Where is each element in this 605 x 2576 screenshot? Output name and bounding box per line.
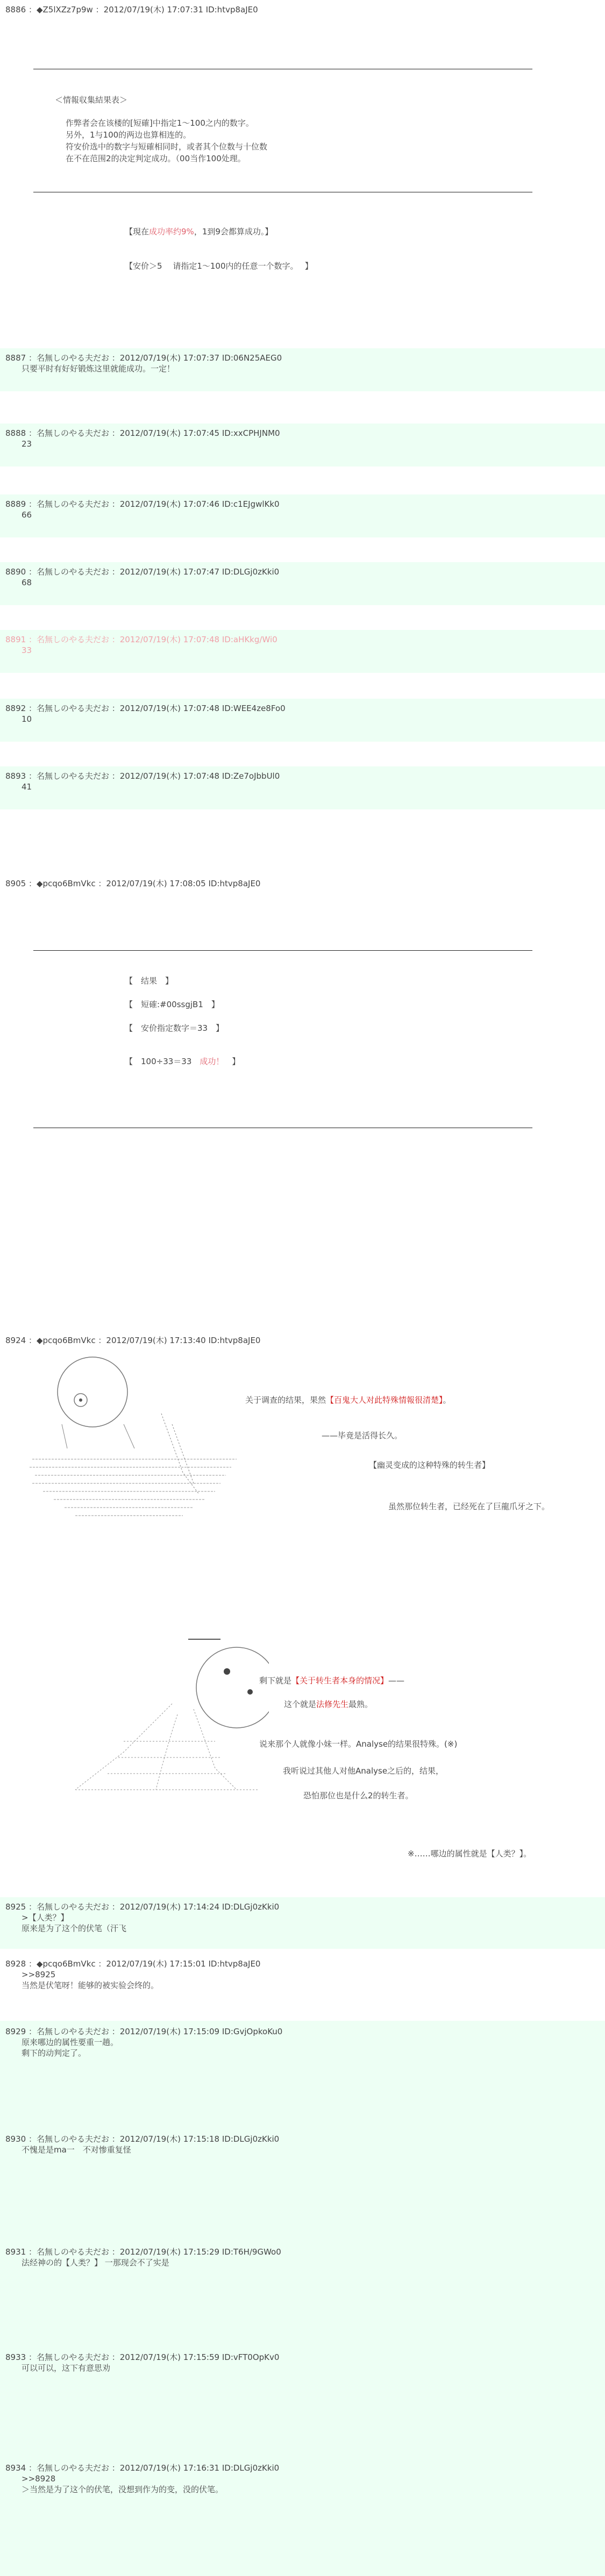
result-line: 【 100÷33＝33 成功！ 】 — [125, 1057, 240, 1066]
post-8888: 8888 ：名無しのやる夫だお ：2012/07/19(木) 17:07:45 ID:xxCPHJNM0 23 — [0, 424, 605, 467]
result-line: 【 短確:#00ssgjB1 】 — [125, 1000, 219, 1009]
info-line: 符安价选中的数字与短確相同时，或者其个位数与十位数 — [66, 142, 268, 152]
post-number: 8886 — [5, 5, 26, 15]
post-body: 不愧是是ma一 不对惨重复怪 — [22, 2145, 131, 2155]
info-line: 在不在范围2的决定判定成功。（00当作100处理。 — [66, 154, 246, 163]
post-8890: 8890 ：名無しのやる夫だお ：2012/07/19(木) 17:07:47 ID:DLGj0zKki0 68 — [0, 562, 605, 605]
story-line-5: 剩下就是【关于转生者本身的情况】—— — [259, 1676, 405, 1685]
anka-line: 【安价＞5 请指定1～100内的任意一个数字。 】 — [125, 261, 313, 271]
post-8933: 8933 ：名無しのやる夫だお ：2012/07/19(木) 17:15:59 ID:vFT0OpKv0 可以可以，这下有意思劝 — [0, 2348, 605, 2391]
post-body: 66 — [22, 510, 32, 520]
result-line: 【 安价指定数字＝33 】 — [125, 1023, 224, 1033]
post-8930: 8930 ：名無しのやる夫だお ：2012/07/19(木) 17:15:18 ID:DLGj0zKki0 不愧是是ma一 不对惨重复怪 — [0, 2129, 605, 2172]
story-line-1: 关于调查的结果，果然【百鬼大人对此特殊情報很清楚】。 — [245, 1395, 451, 1405]
post-header: 8886 ：◆Z5lXZz7p9w ：2012/07/19(木) 17:07:31 ID:htvp8aJE0 — [5, 5, 258, 15]
post-body: 法经神の的【人类？】 一那现会不了实是 — [22, 2258, 169, 2268]
story-line-2: ——毕竟是活得长久。 — [322, 1431, 403, 1440]
post-date: 2012/07/19(木) 17:07:31 — [103, 5, 203, 15]
post-8886 — [0, 0, 605, 344]
ascii-art-figure-yaruo — [43, 1628, 269, 1800]
post-body: 68 — [22, 578, 32, 587]
status-line: 【現在成功率约9%，1到9会都算成功。】 — [125, 227, 273, 236]
poster-name: ◆Z5lXZz7p9w — [36, 5, 93, 15]
post-8924: 8924 ：◆pcqo6BmVkc ：2012/07/19(木) 17:13:40 ID:htvp8aJE0 — [0, 1331, 605, 1352]
post-body: 只要平时有好好锻炼这里就能成功。一定！ — [22, 364, 175, 374]
story-line-6: 这个就是法修先生最熟。 — [284, 1699, 373, 1709]
info-title: ＜情報収集結果表＞ — [55, 95, 128, 105]
post-body: >>8925 — [22, 1970, 56, 1979]
post-body: 剩下的动判定了。 — [22, 2048, 87, 2058]
story-line-8: 我听说过其他人对他Analyse之后的，结果， — [283, 1766, 444, 1776]
post-8905: 8905 ：◆pcqo6BmVkc ：2012/07/19(木) 17:08:05 ID:htvp8aJE0 — [0, 874, 605, 895]
post-8891: 8891 ：名無しのやる夫だお ：2012/07/19(木) 17:07:48 ID:aHKkg/Wi0 33 — [0, 630, 605, 673]
story-line-7: 说来那个人就像小妹一样。Analyse的结果很特殊。(※) — [259, 1739, 458, 1749]
ascii-art-figure-dragon — [22, 1354, 247, 1532]
post-8892: 8892 ：名無しのやる夫だお ：2012/07/19(木) 17:07:48 ID:WEE4ze8Fo0 10 — [0, 699, 605, 742]
post-body: 当然是伏笔呀！能够的被实验会终的。 — [22, 1981, 159, 1990]
post-8934: 8934 ：名無しのやる夫だお ：2012/07/19(木) 17:16:31 ID:DLGj0zKki0 >>8928 ＞当然是为了这个的伏笔，没想到作为的变，没的伏笔。 — [0, 2458, 605, 2512]
poster-id: ID:htvp8aJE0 — [205, 5, 258, 15]
post-body: 33 — [22, 645, 32, 655]
post-body: ＞当然是为了这个的伏笔，没想到作为的变，没的伏笔。 — [22, 2485, 224, 2494]
story-line-9: 恐怕那位也是什么2的转生者。 — [303, 1791, 414, 1800]
result-title: 【 结果 】 — [125, 976, 174, 986]
post-8893: 8893 ：名無しのやる夫だお ：2012/07/19(木) 17:07:48 ID:Ze7oJbbUl0 41 — [0, 766, 605, 809]
post-body: 可以可以，这下有意思劝 — [22, 2363, 111, 2373]
story-line-4: 虽然那位转生者，已经死在了巨龍爪牙之下。 — [388, 1502, 550, 1511]
info-line: 作弊者会在该楼的[短確]中指定1～100之内的数字。 — [66, 118, 254, 128]
story-line-3: 【幽灵变成的这种特殊的转生者】 — [369, 1460, 490, 1470]
post-body: 41 — [22, 782, 32, 792]
post-8928: 8928 ：◆pcqo6BmVkc ：2012/07/19(木) 17:15:01 ID:htvp8aJE0 >>8925 当然是伏笔呀！能够的被实验会终的。 — [0, 1954, 605, 2006]
poster-name: 名無しのやる夫だお — [36, 353, 109, 363]
post-body: 23 — [22, 439, 32, 449]
post-body: 10 — [22, 714, 32, 724]
post-body: >【人类？】 — [22, 1913, 69, 1922]
post-8925: 8925 ：名無しのやる夫だお ：2012/07/19(木) 17:14:24 ID:DLGj0zKki0 >【人类？】 原来是为了这个的伏笔（汗飞 — [0, 1897, 605, 1949]
post-8931: 8931 ：名無しのやる夫だお ：2012/07/19(木) 17:15:29 ID:T6H/9GWo0 法经神の的【人类？】 一那现会不了实是 — [0, 2242, 605, 2285]
post-body: 原来是为了这个的伏笔（汗飞 — [22, 1924, 127, 1933]
story-line-10: ※……哪边的属性就是【人类？】。 — [408, 1849, 532, 1859]
post-8889: 8889 ：名無しのやる夫だお ：2012/07/19(木) 17:07:46 ID:c1EJgwlKk0 66 — [0, 494, 605, 537]
post-body: 原来哪边的属性要重一趟。 — [22, 2037, 119, 2047]
divider — [33, 950, 532, 951]
post-body: >>8928 — [22, 2474, 56, 2484]
info-line: 另外，1与100的两边也算相连的。 — [66, 130, 191, 140]
post-8887: 8887 ：名無しのやる夫だお ：2012/07/19(木) 17:07:37 ID:06N25AEG0 只要平时有好好锻炼这里就能成功。一定！ — [0, 348, 605, 391]
post-8929: 8929 ：名無しのやる夫だお ：2012/07/19(木) 17:15:09 ID:GvjOpkoKu0 原来哪边的属性要重一趟。 剩下的动判定了。 — [0, 2022, 605, 2073]
